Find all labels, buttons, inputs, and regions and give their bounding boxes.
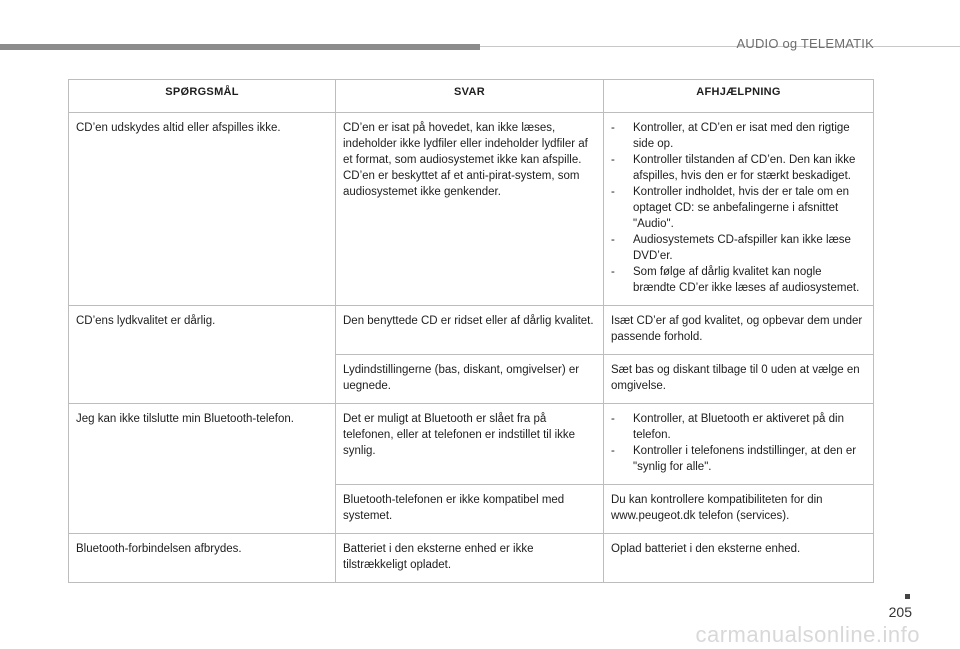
solution-list xyxy=(611,411,867,475)
col-header-solution: AFHJÆLPNING xyxy=(604,80,874,113)
list-item: - Som følge af dårlig kvalitet kan nogle brændte CD’er ikke læses af audiosystemet. xyxy=(611,266,860,294)
list-item: - Kontroller indholdet, hvis der er tale om en optaget CD: se anbefalingerne i afsnittet "Audio". xyxy=(611,186,850,230)
answer-cell: Lydindstillingerne (bas, diskant, omgivelser) er uegnede. xyxy=(336,355,604,404)
question-cell: CD’ens lydkvalitet er dårlig. xyxy=(69,306,336,404)
page-marker xyxy=(905,594,910,599)
question-cell: CD’en udskydes altid eller afspilles ikke. xyxy=(69,113,336,306)
table-row xyxy=(69,306,874,355)
solution-cell: Oplad batteriet i den eksterne enhed. xyxy=(604,534,874,583)
list-item: - Kontroller tilstanden af CD’en. Den kan ikke afspilles, hvis den er for stærkt beskadiget. xyxy=(611,154,856,182)
col-header-answer: SVAR xyxy=(336,80,604,113)
answer-cell: Batteriet i den eksterne enhed er ikke tilstrækkeligt opladet. xyxy=(336,534,604,583)
solution-cell xyxy=(604,404,874,485)
list-item: - Kontroller, at CD’en er isat med den rigtige side op. xyxy=(611,122,850,150)
list-item: - Kontroller i telefonens indstillinger, at den er "synlig for alle". xyxy=(611,445,857,473)
table-row xyxy=(69,534,874,583)
question-cell: Jeg kan ikke tilslutte min Bluetooth-telefon. xyxy=(69,404,336,534)
solution-list xyxy=(611,120,867,296)
answer-cell: Det er muligt at Bluetooth er slået fra på telefonen, eller at telefonen er indstillet til ikke synlig. xyxy=(336,404,604,485)
question-cell: Bluetooth-forbindelsen afbrydes. xyxy=(69,534,336,583)
answer-cell: Bluetooth-telefonen er ikke kompatibel med systemet. xyxy=(336,485,604,534)
solution-cell: Isæt CD’er af god kvalitet, og opbevar dem under passende forhold. xyxy=(604,306,874,355)
header-bar xyxy=(0,44,480,50)
answer-cell: CD’en er isat på hovedet, kan ikke læses, indeholder ikke lydfiler eller indeholder lydfiler af et format, som audiosystemet ikke kan afspille. CD’en er beskyttet af et anti-pirat-system, som audiosystemet ikke genkender. xyxy=(336,113,604,306)
solution-cell: Du kan kontrollere kompatibiliteten for din www.peugeot.dk telefon (services). xyxy=(604,485,874,534)
table-row xyxy=(69,113,874,306)
answer-cell: Den benyttede CD er ridset eller af dårlig kvalitet. xyxy=(336,306,604,355)
table-header-row xyxy=(69,80,874,113)
solution-cell xyxy=(604,113,874,306)
section-title: AUDIO og TELEMATIK xyxy=(736,36,874,51)
page-number: 205 xyxy=(888,604,912,620)
watermark: carmanualsonline.info xyxy=(695,622,920,647)
list-item: - Kontroller, at Bluetooth er aktiveret på din telefon. xyxy=(611,413,844,441)
header-rule xyxy=(480,46,960,47)
col-header-question: SPØRGSMÅL xyxy=(69,80,336,113)
faq-table xyxy=(68,79,874,583)
solution-cell: Sæt bas og diskant tilbage til 0 uden at vælge en omgivelse. xyxy=(604,355,874,404)
list-item: - Audiosystemets CD-afspiller kan ikke læse DVD’er. xyxy=(611,234,851,262)
table-row xyxy=(69,404,874,485)
